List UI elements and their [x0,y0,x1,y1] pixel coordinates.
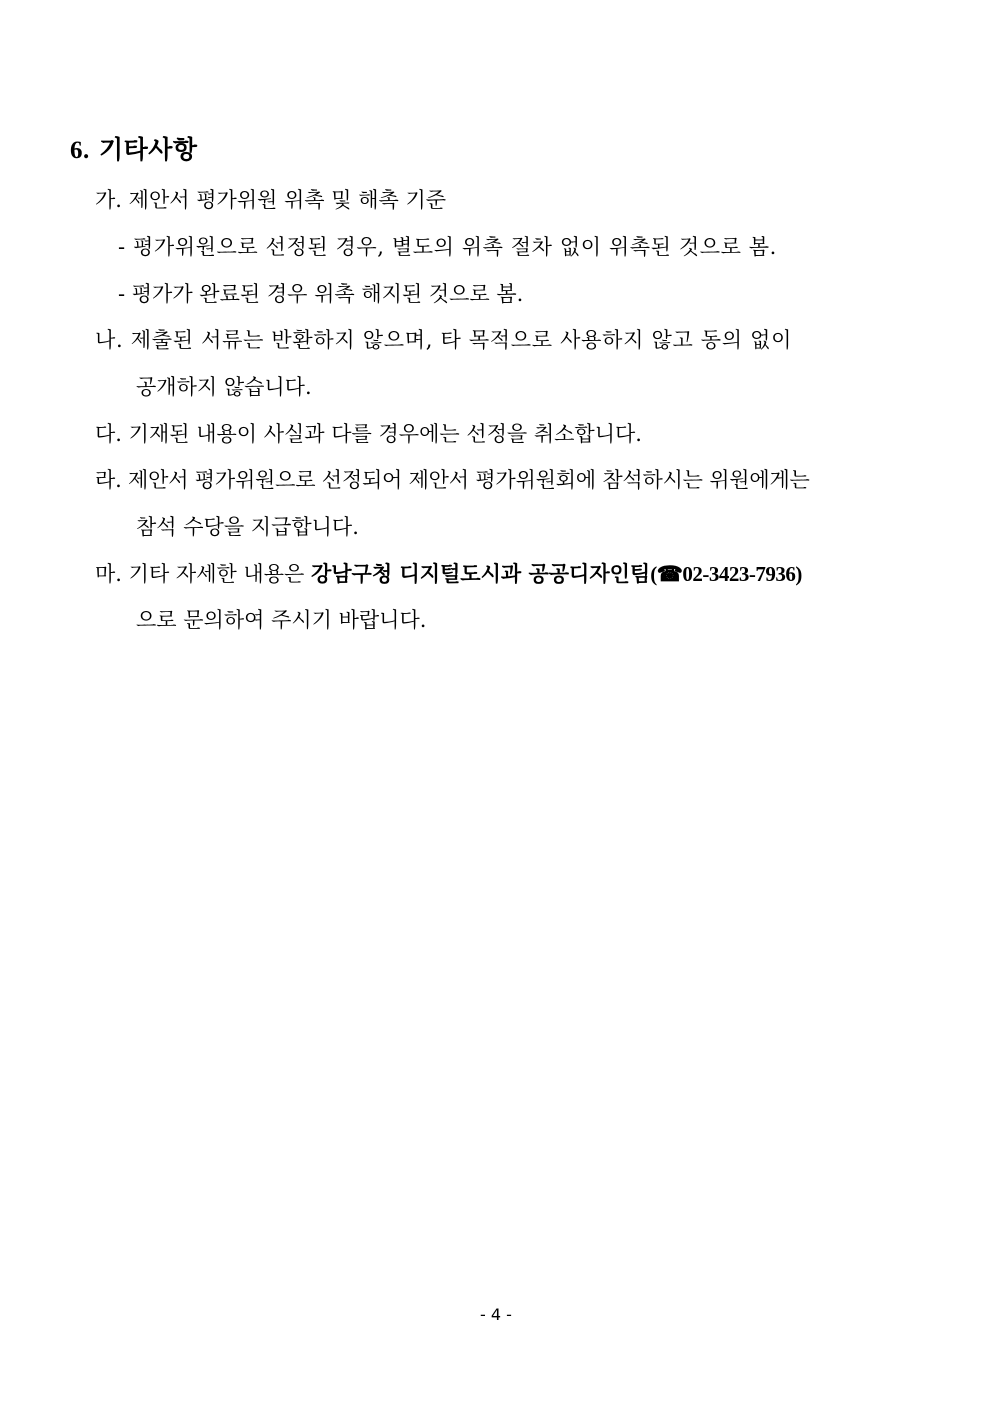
item-ga-bullet-2: - 평가가 완료된 경우 위촉 해지된 것으로 봄. [118,282,524,306]
item-ra-line1: 제안서 평가위원으로 선정되어 제안서 평가위원회에 참석하시는 위원에게는 [128,468,810,492]
item-ga [95,186,446,214]
item-ma-line2: 으로 문의하여 주시기 바랍니다. [136,608,427,632]
item-na-line2: 공개하지 않습니다. [136,375,312,399]
item-ra-label: 라. [95,468,122,492]
item-da-label: 다. [95,422,122,446]
page-number: - 4 - [480,1305,512,1324]
phone-number: 02-3423-7936 [682,562,796,586]
item-da [95,420,642,448]
item-na [95,326,792,354]
item-ga-bullet-1: - 평가위원으로 선정된 경우, 별도의 위촉 절차 없이 위촉된 것으로 봄. [118,235,777,259]
phone-icon: ☎ [656,562,683,586]
item-na-label: 나. [95,328,124,352]
section-title: 기타사항 [98,135,198,164]
item-ra-line2: 참석 수당을 지급합니다. [136,515,359,539]
item-ma [95,560,802,588]
item-ra [95,466,810,494]
section-number: 6. [70,137,90,164]
item-na-line1: 제출된 서류는 반환하지 않으며, 타 목적으로 사용하지 않고 동의 없이 [130,328,793,352]
item-da-text: 기재된 내용이 사실과 다를 경우에는 선정을 취소합니다. [128,422,642,446]
item-ga-text: 제안서 평가위원 위촉 및 해촉 기준 [128,188,447,212]
contact-phone: (☎02-3423-7936) [650,562,802,586]
item-ma-prefix: 기타 자세한 내용은 [128,562,305,586]
section-heading [70,130,198,166]
item-ga-label: 가. [95,188,122,212]
item-ma-label: 마. [95,562,122,586]
contact-department: 강남구청 디지털도시과 공공디자인팀 [310,561,651,586]
